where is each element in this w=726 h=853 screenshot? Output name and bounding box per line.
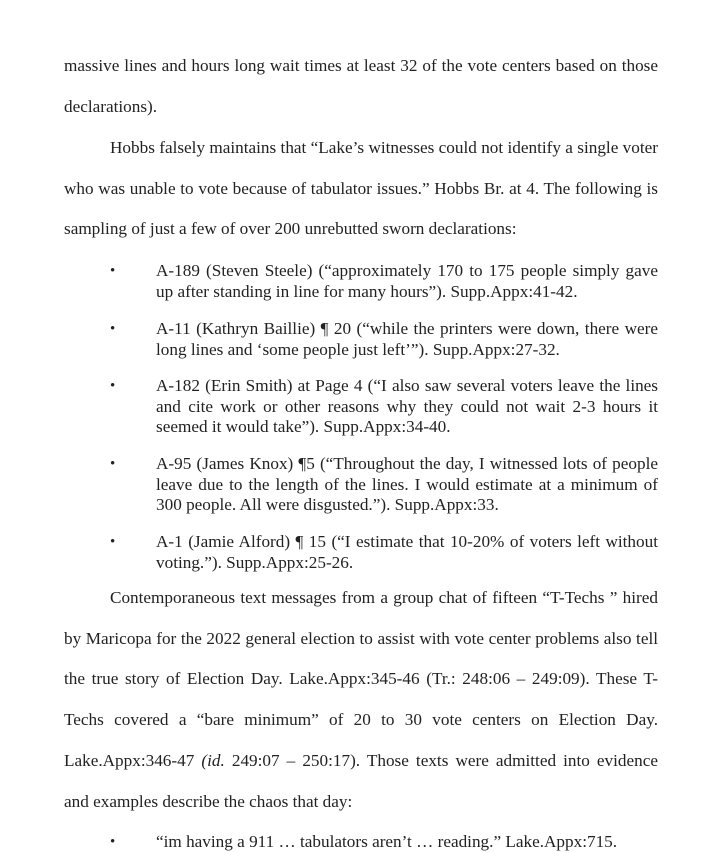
paragraph-t-techs (64, 578, 658, 822)
bullet-icon: • (110, 834, 116, 850)
paragraph-text: Contemporaneous text messages from a group chat of fifteen “T-Techs ” hired by Maricopa for the 2022 general election to assist with vote center problems also tell the true story of Election Day. Lake.Appx:345-46 (Tr.: 248:06 – 249:09). These T-Techs covered a “bare minimum” of 20 to 30 vote centers on Election Day. Lake.Appx:346-47 (64, 588, 658, 770)
citation-id: (id. (201, 750, 225, 770)
list-item (110, 532, 658, 573)
bullet-icon: • (110, 321, 116, 337)
list-item-text: A-189 (Steven Steele) (“approximately 170 to 175 people simply gave up after standing in line for many hours”). Supp.Appx:41-42. (156, 261, 658, 301)
list-item (110, 376, 658, 438)
list-item (110, 832, 658, 853)
bullet-icon: • (110, 263, 116, 279)
list-item (110, 454, 658, 516)
paragraph-hobbs-claim: Hobbs falsely maintains that “Lake’s witnesses could not identify a single voter who was unable to vote because of tabulator issues.” Hobbs Br. at 4. The following is sampling of just a few of over 200 unrebutted sworn declarations: (64, 138, 658, 239)
paragraph-text-end: 249:07 – 250:17). Those texts were admitted into evidence and examples describe the chaos that day: (64, 750, 658, 811)
list-item-text: A-182 (Erin Smith) at Page 4 (“I also saw several voters leave the lines and cite work or other reasons why they could not wait 2-3 hours it seemed it would take”). Supp.Appx:34-40. (156, 376, 658, 436)
list-item (110, 319, 658, 360)
list-item-text: A-1 (Jamie Alford) ¶ 15 (“I estimate that 10-20% of voters left without voting.”). Supp.Appx:25-26. (156, 532, 658, 572)
bullet-icon: • (110, 534, 116, 550)
bullet-icon: • (110, 456, 116, 472)
list-item-text: A-11 (Kathryn Baillie) ¶ 20 (“while the printers were down, there were long lines and ‘some people just left’”). Supp.Appx:27-32. (156, 319, 658, 359)
list-item (110, 261, 658, 302)
list-item-text: “im having a 911 … tabulators aren’t … reading.” Lake.Appx:715. (156, 832, 618, 851)
paragraph-declarations-intro: massive lines and hours long wait times at least 32 of the vote centers based on those declarations). (64, 56, 658, 116)
bullet-icon: • (110, 378, 116, 394)
list-item-text: A-95 (James Knox) ¶5 (“Throughout the day, I witnessed lots of people leave due to the length of the lines. I would estimate at a minimum of 300 people. All were disgusted.”). Supp.Appx:33. (156, 454, 658, 514)
